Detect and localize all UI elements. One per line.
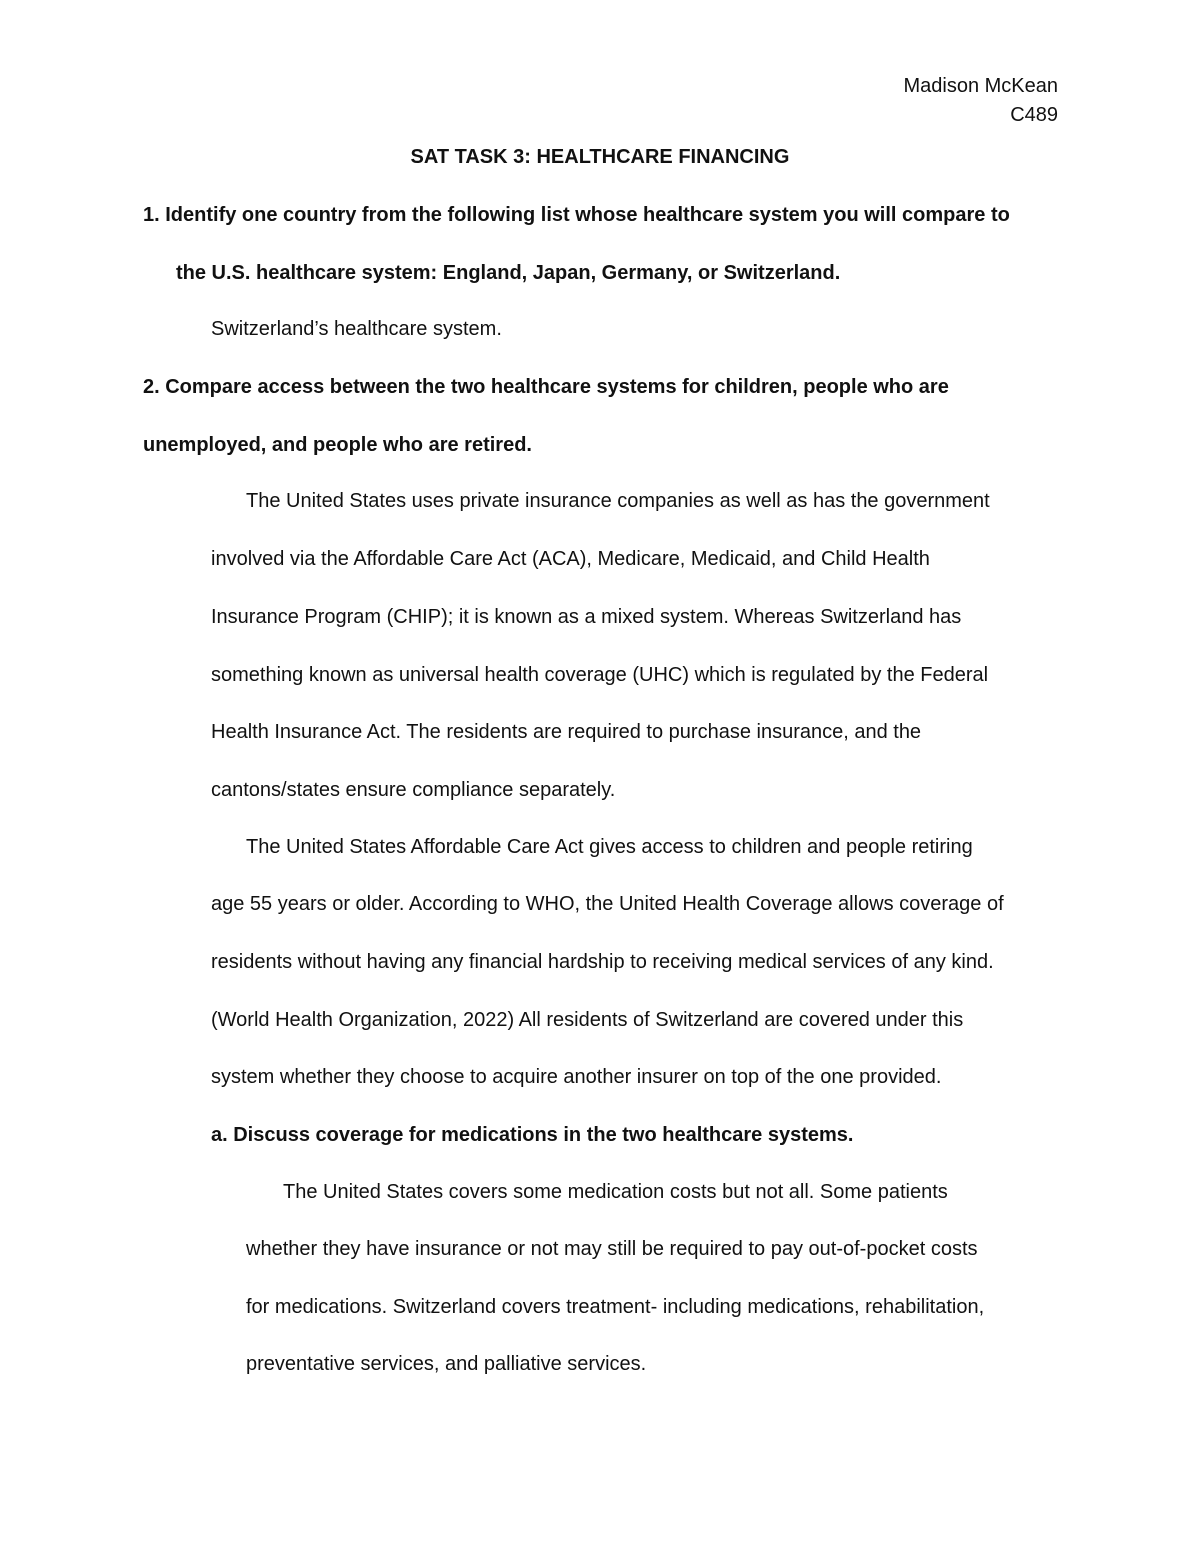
question-1-answer: Switzerland’s healthcare system. — [211, 318, 502, 340]
question-1-line-2: the U.S. healthcare system: England, Japan, Germany, or Switzerland. — [176, 262, 841, 284]
q2-paragraph-1-line: The United States uses private insurance companies as well as has the government — [246, 490, 990, 512]
q2-paragraph-1-line: involved via the Affordable Care Act (ACA), Medicare, Medicaid, and Child Health — [211, 548, 930, 570]
q2-paragraph-1-line: cantons/states ensure compliance separately. — [211, 779, 616, 801]
q2a-paragraph-line: whether they have insurance or not may still be required to pay out-of-pocket costs — [246, 1238, 978, 1260]
q2a-paragraph-line: The United States covers some medication costs but not all. Some patients — [283, 1181, 948, 1203]
author-name: Madison McKean — [903, 75, 1058, 97]
question-2-line-1: 2. Compare access between the two healthcare systems for children, people who are — [143, 376, 949, 398]
q2-paragraph-1-line: something known as universal health coverage (UHC) which is regulated by the Federal — [211, 664, 989, 686]
q2-paragraph-2-line: age 55 years or older. According to WHO, the United Health Coverage allows coverage of — [211, 893, 1004, 915]
q2-paragraph-2-line: (World Health Organization, 2022) All residents of Switzerland are covered under this — [211, 1009, 964, 1031]
q2-paragraph-2-line: system whether they choose to acquire another insurer on top of the one provided. — [211, 1066, 942, 1088]
q2-paragraph-1-line: Insurance Program (CHIP); it is known as a mixed system. Whereas Switzerland has — [211, 606, 962, 628]
question-2a-heading: a. Discuss coverage for medications in the two healthcare systems. — [211, 1124, 854, 1146]
q2-paragraph-2-line: residents without having any financial hardship to receiving medical services of any kind. — [211, 951, 994, 973]
question-1-line-1: 1. Identify one country from the following list whose healthcare system you will compare to — [143, 204, 1010, 226]
q2a-paragraph-line: preventative services, and palliative services. — [246, 1353, 647, 1375]
q2a-paragraph-line: for medications. Switzerland covers treatment- including medications, rehabilitation, — [246, 1296, 985, 1318]
question-2-line-2: unemployed, and people who are retired. — [143, 434, 532, 456]
q2-paragraph-1-line: Health Insurance Act. The residents are required to purchase insurance, and the — [211, 721, 922, 743]
course-code: C489 — [1010, 104, 1058, 126]
q2-paragraph-2-line: The United States Affordable Care Act gives access to children and people retiring — [246, 836, 973, 858]
document-title: SAT TASK 3: HEALTHCARE FINANCING — [410, 146, 790, 168]
